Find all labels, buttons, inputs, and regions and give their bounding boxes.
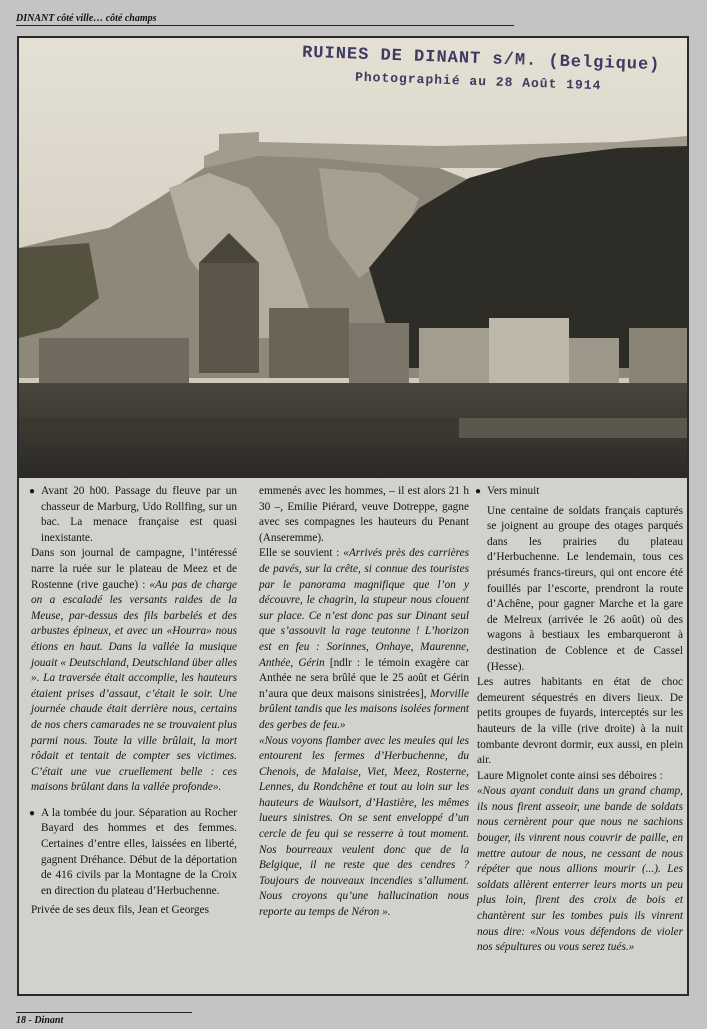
timeline-item-nightfall	[31, 806, 237, 900]
photo-stamp-title: RUINES DE DINANT s/M. (Belgique)	[301, 43, 661, 76]
bullet-icon: ●	[29, 486, 36, 497]
running-header: DINANT côté ville… côté champs	[16, 13, 514, 26]
editor-note: [ndlr : le témoin exagère car Anthée ne sera brûlé que le 25 août et Gérin n’aura que deux maisons sinistrées]	[259, 656, 469, 700]
bullet-icon: ●	[475, 486, 482, 497]
timeline-text: Avant 20 h00. Passage du fleuve par un chasseur de Marburg, Udo Rollfing, sur un bac. La menace française est quasi inexistante.	[41, 485, 237, 544]
paragraph: Une centaine de soldats français capturés se joignent au groupe des otages parqués dans les prairies du plateau d’Herbuchenne. Le lendemain, tous ces présumés francs-tireurs, qui ont encore été fouillés par l’escorte, prendront la route d’Achêne, pour gagner Marche et la gare de Melreux (arrivée le 26 août) où des wagons à bestiaux les embarqueront à destination de Coblence et de Cassel (Hesse).	[487, 504, 683, 673]
paragraph: Laure Mignolet conte ainsi ses déboires :	[477, 769, 663, 782]
photo-illustration	[19, 38, 687, 478]
paragraph	[31, 546, 237, 796]
article-panel	[17, 36, 689, 996]
photo-stamp-date: Photographié au 28 Août 1914	[354, 69, 602, 94]
quote-text: , Morville brûlent tandis que les maisons isolées forment des gerbes de feu.»	[259, 687, 469, 731]
quote-text: «Au pas de charge on a escaladé les versants raides de la Meuse, par-dessus des fils barbelés et des arbustes épineux, et avec un «Hourra» nous étions en haut. Dans la vallée la musique jouait « Deutschland, Deutschland über alles ». La traversée était accomplie, les hauteurs étaient prises d’assaut, c’était le soir. Une journée chaude était derrière nous, certains de nos chers camarades ne se trouvaient plus parmi nous. Toute la ville brûlait, la mort rôdait et tentait de compter ses victimes. C’était une vue cruellement belle : ces maisons brûlant dans la vallée profonde».	[31, 578, 237, 794]
paragraph-text: Elle se souvient :	[259, 547, 344, 560]
timeline-item-midnight	[477, 484, 683, 500]
historic-photo-ruins-of-dinant	[19, 38, 687, 478]
paragraph-text: Dans son journal de campagne, l’intéressé narre la ruée sur le plateau de Meez et de Rostenne (rive gauche) :	[31, 547, 237, 591]
timeline-text: A la tombée du jour. Séparation au Rocher Bayard des hommes et des femmes. Certaines d’entre elles, laissées en liberté, gagnent Dréhance. Début de la déportation de 416 civils par la Montagne de la Croix en direction du plateau d’Herbuchenne.	[41, 806, 237, 897]
paragraph: Privée de ses deux fils, Jean et Georges	[31, 904, 209, 917]
footer-divider	[16, 1012, 192, 1013]
text-column-3	[477, 484, 683, 956]
paragraph: Les autres habitants en état de choc demeurent séquestrés en divers lieux. De petits groupes de fuyards, interceptés sur les hauteurs de la ville (rive droite) à la nuit tombante devront dormir, eux aussi, en plein air.	[477, 676, 683, 767]
quote-paragraph: «Nous voyons flamber avec les meules qui les entourent les fermes d’Herbuchenne, du Chenois, de Malaise, Viet, Meez, Rosterne, Lennes, du Rondchêne et tout au loin sur les hauteurs de Waulsort, d’Hastière, les mêmes lueurs sinistres. On se sent enveloppé d’un cercle de feu qui se resserre à tout moment. Nos bourreaux veulent donc que de la Belgique, il ne reste que des cendres ? Toujours de nouveaux incendies s’allument. Nous croyons qu’une hallucination nous reporte au temps de Néron ».	[259, 734, 469, 919]
quote-text: «Arrivés près des carrières de pavés, sur la crête, si connue des touristes par le panorama magnifique que l’on y découvre, le chagrin, la stupeur nous clouent sur place. Ce n’est donc pas sur Dinant seul que s’assouvit la rage teutonne ! L’horizon est en feu : Sorinnes, Onhaye, Maurenne, Anthée, Gérin	[259, 547, 469, 669]
timeline-text: Vers minuit	[487, 485, 540, 497]
bullet-icon: ●	[29, 807, 36, 819]
text-column-2	[259, 484, 469, 921]
timeline-item-20h	[31, 484, 237, 546]
text-column-1	[31, 484, 237, 919]
paragraph: emmenés avec les hommes, – il est alors 21 h 30 –, Emilie Piérard, veuve Dotreppe, gagne avec ses compagnes les hauteurs du Penant (Anseremme).	[259, 485, 469, 544]
quote-paragraph: «Nous ayant conduit dans un grand champ, ils nous firent asseoir, une bande de soldats nous cernèrent pour que nous ne sachions bouger, ils vinrent nous couvrir de paille, en mettre autour de nous, ne cessant de nous répéter que nous allions mourir (...). Les soldats allèrent enterrer leurs morts un peu plus loin, firent des croix de bois et chantèrent sur les tombes puis ils vinrent nous dire: «Nous vous défendons de violer nos sépultures ou vous serez tués.»	[477, 785, 683, 954]
page-footer: 18 - Dinant	[16, 1015, 64, 1026]
paragraph	[259, 546, 469, 733]
